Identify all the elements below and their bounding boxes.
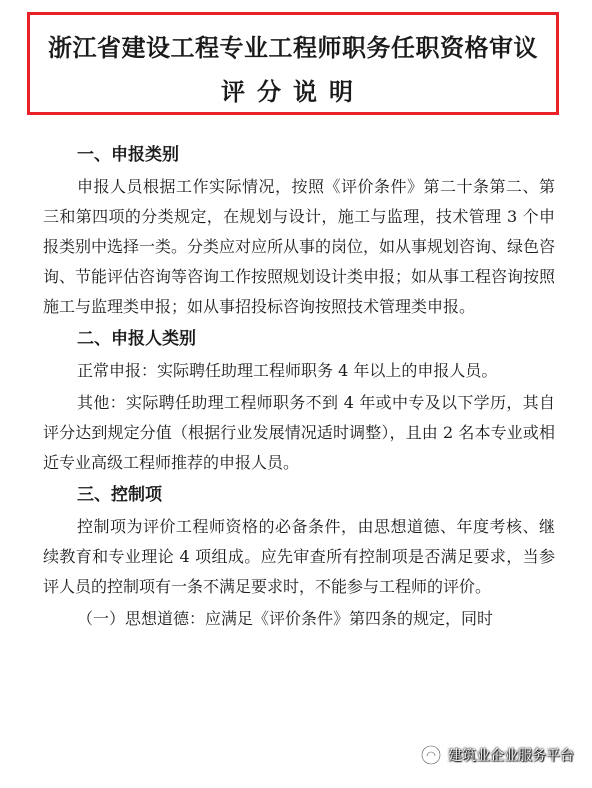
document-body [43, 140, 555, 636]
paragraph: 其他：实际聘任助理工程师职务不到 4 年或中专及以下学历，其自评分达到规定分值（根据行业发展情况适时调整），且由 2 名本专业或相近专业高级工程师推荐的申报人员。 [43, 393, 555, 472]
document-subtitle: 评分说明 [221, 78, 365, 106]
wechat-official-account-icon [420, 744, 442, 766]
section-heading: 一、申报类别 [77, 145, 179, 165]
section-declaration-category [43, 140, 555, 322]
document-title: 浙江省建设工程专业工程师职务任职资格审议 [48, 34, 538, 62]
section-applicant-category [43, 324, 555, 478]
watermark-text: 建筑业企业服务平台 [448, 748, 574, 764]
paragraph: （一）思想道德：应满足《评价条件》第四条的规定，同时 [77, 609, 494, 628]
section-heading: 三、控制项 [77, 485, 162, 505]
paragraph: 正常申报：实际聘任助理工程师职务 4 年以上的申报人员。 [77, 361, 498, 380]
section-heading: 二、申报人类别 [77, 329, 196, 349]
title-box [27, 12, 559, 115]
section-control-items [43, 480, 555, 634]
watermark [420, 744, 574, 766]
paragraph: 控制项为评价工程师资格的必备条件，由思想道德、年度考核、继续教育和专业理论 4 项组成。应先审查所有控制项是否满足要求，当参评人员的控制项有一条不满足要求时，不能参与工程师的评价。 [43, 517, 555, 596]
paragraph: 申报人员根据工作实际情况，按照《评价条件》第二十条第二、第三和第四项的分类规定，在规划与设计，施工与监理，技术管理 3 个申报类别中选择一类。分类应对应所从事的岗位，如从事规划咨询、绿色咨询、节能评估咨询等咨询工作按照规划设计类申报；如从事工程咨询按照施工与监理类申报；如从事招投标咨询按照技术管理类申报。 [43, 177, 556, 316]
